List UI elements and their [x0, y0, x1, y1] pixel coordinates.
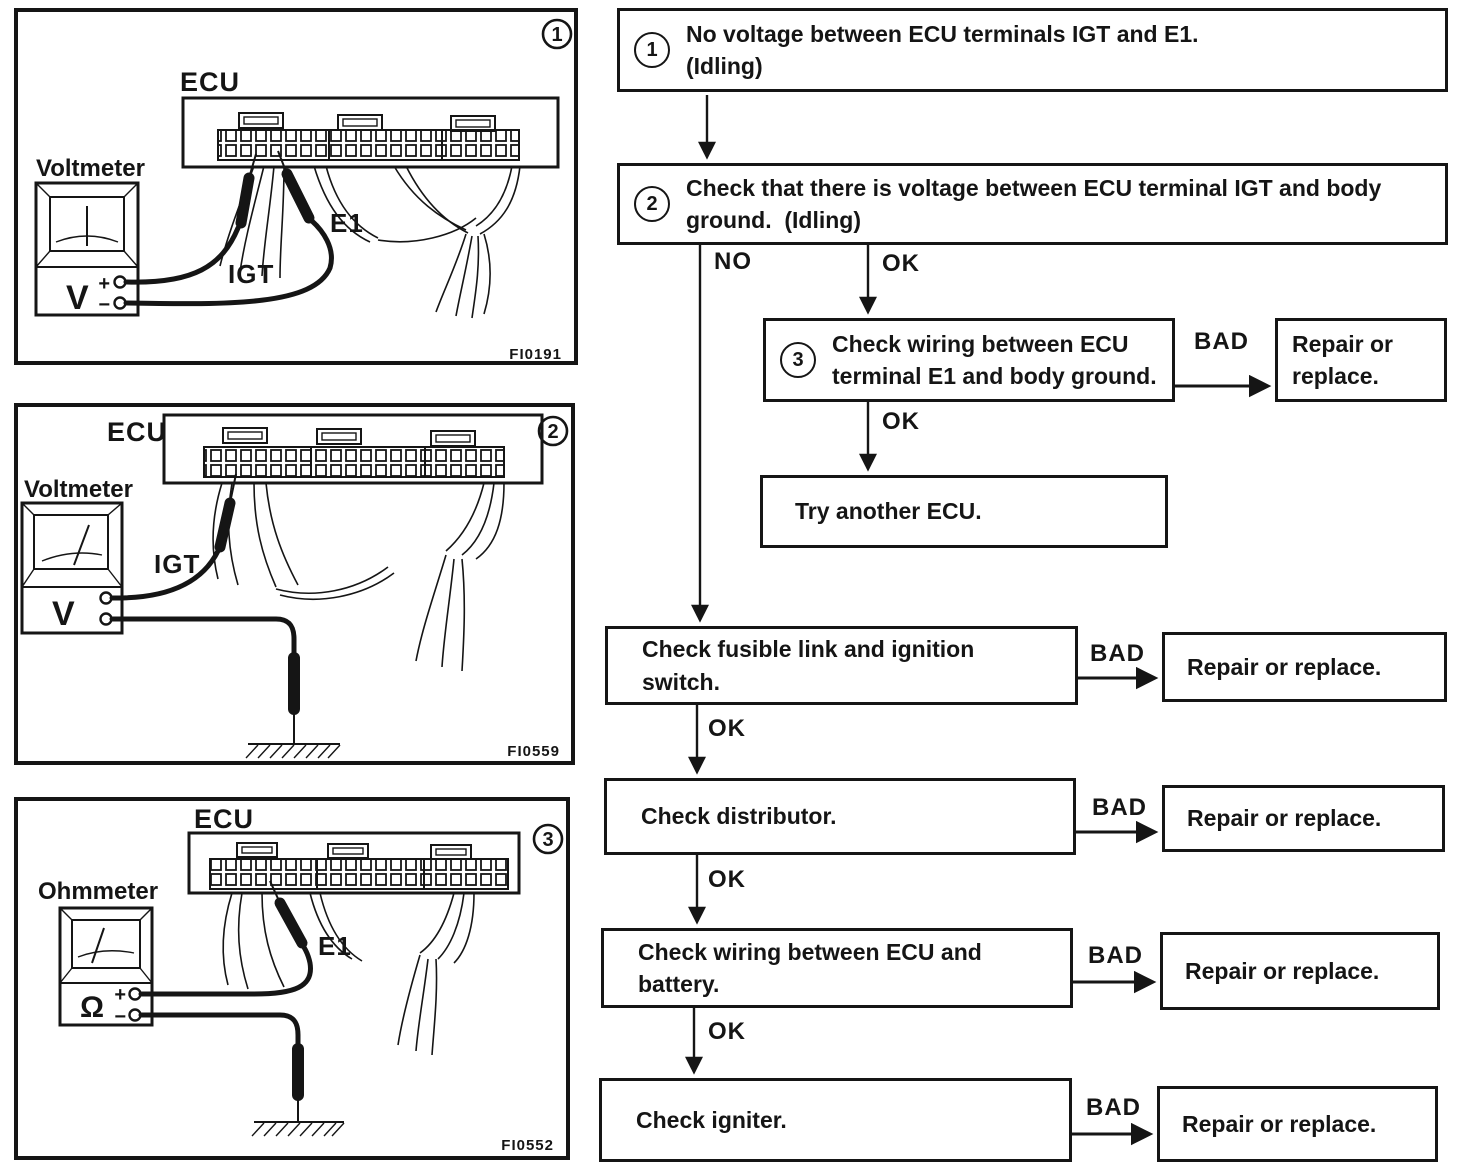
panel-3-e1-label: E1 — [318, 931, 352, 961]
flow-repair-5 — [1157, 1086, 1438, 1162]
flow-repair-4-text: Repair or replace. — [1185, 957, 1380, 984]
panel-2-ecu-label: ECU — [107, 417, 168, 447]
flow-check-fusible-link — [605, 626, 1078, 705]
flow-check-distributor — [604, 778, 1076, 855]
panel-1-plus: + — [98, 273, 110, 295]
panel-1-voltmeter-igt-e1 — [14, 8, 578, 365]
panel-2-meter-label: Voltmeter — [24, 476, 133, 503]
flow-check-igniter-text: Check igniter. — [636, 1106, 787, 1133]
flow-step-3 — [763, 318, 1175, 402]
flow-step-1-line1: No voltage between ECU terminals IGT and E1. — [686, 20, 1199, 47]
flow-try-another-ecu — [760, 475, 1168, 548]
panel-2-badge: 2 — [547, 421, 559, 443]
flow-step-3-line1: Check wiring between ECU — [832, 330, 1129, 357]
flow-step-3-line2: terminal E1 and body ground. — [832, 363, 1157, 389]
flow-try-another-ecu-text: Try another ECU. — [795, 498, 982, 525]
panel-1-minus: − — [98, 294, 110, 316]
flow-repair-1-line2: replace. — [1292, 363, 1379, 389]
panel-1-figure-code: FI0191 — [509, 346, 562, 363]
panel-3-meter-label: Ohmmeter — [38, 878, 159, 905]
flow-check-fusible-line2: switch. — [642, 668, 720, 695]
panel-3-minus: − — [114, 1006, 126, 1028]
panel-2-igt-label: IGT — [154, 549, 201, 579]
panel-3-plus: + — [114, 984, 126, 1006]
panel-3-border — [16, 799, 568, 1158]
label-bad-2: BAD — [1090, 640, 1145, 667]
flow-step-1-badge: 1 — [634, 32, 670, 68]
panel-3-figure-code: FI0552 — [501, 1137, 554, 1154]
flow-check-igniter — [599, 1078, 1072, 1162]
label-bad-1: BAD — [1194, 328, 1249, 355]
panel-3-ohmmeter-e1-ground — [14, 797, 570, 1160]
flow-repair-3-text: Repair or replace. — [1187, 805, 1382, 832]
panel-1-e1-label: E1 — [330, 208, 364, 238]
flow-check-wiring-battery — [601, 928, 1073, 1008]
panel-3-badge: 3 — [542, 829, 554, 851]
flow-check-distributor-text: Check distributor. — [641, 803, 837, 830]
label-no: NO — [714, 248, 752, 275]
flow-check-battery-line1: Check wiring between ECU and — [638, 938, 982, 965]
flow-step-1 — [617, 8, 1448, 92]
label-ok-3: OK — [708, 715, 746, 742]
flow-check-battery-line2: battery. — [638, 971, 720, 997]
label-ok-1: OK — [882, 250, 920, 277]
flow-check-fusible-line1: Check fusible link and ignition — [642, 636, 975, 663]
label-bad-5: BAD — [1086, 1094, 1141, 1121]
label-ok-5: OK — [708, 1018, 746, 1045]
flow-step-3-badge: 3 — [780, 342, 816, 378]
flow-repair-1-line1: Repair or — [1292, 330, 1393, 357]
label-bad-3: BAD — [1092, 794, 1147, 821]
label-bad-4: BAD — [1088, 942, 1143, 969]
flow-repair-2-text: Repair or replace. — [1187, 653, 1382, 680]
panel-1-meter-label: Voltmeter — [36, 155, 145, 182]
flow-step-2-line2: ground. (Idling) — [686, 207, 862, 233]
flow-repair-3 — [1162, 785, 1445, 852]
panel-1-ecu-label: ECU — [180, 67, 241, 97]
label-ok-4: OK — [708, 866, 746, 893]
panel-2-figure-code: FI0559 — [507, 743, 560, 760]
flow-repair-4 — [1160, 932, 1440, 1010]
flow-repair-5-text: Repair or replace. — [1182, 1110, 1377, 1137]
flow-step-2-line1: Check that there is voltage between ECU terminal IGT and body — [686, 174, 1382, 201]
panel-3-meter-unit: Ω — [80, 991, 105, 1024]
flow-repair-1 — [1275, 318, 1447, 402]
flow-step-2 — [617, 163, 1448, 245]
panel-2-meter-unit: V — [52, 595, 75, 633]
flow-step-1-line2: (Idling) — [686, 53, 763, 79]
flow-repair-2 — [1162, 632, 1447, 702]
panel-3-ecu-label: ECU — [194, 804, 255, 834]
label-ok-2: OK — [882, 408, 920, 435]
flow-step-2-badge: 2 — [634, 186, 670, 222]
panel-1-badge: 1 — [551, 24, 563, 46]
panel-1-meter-unit: V — [66, 279, 89, 317]
panel-2-voltmeter-igt-ground — [14, 403, 575, 765]
panel-1-igt-label: IGT — [228, 259, 275, 289]
